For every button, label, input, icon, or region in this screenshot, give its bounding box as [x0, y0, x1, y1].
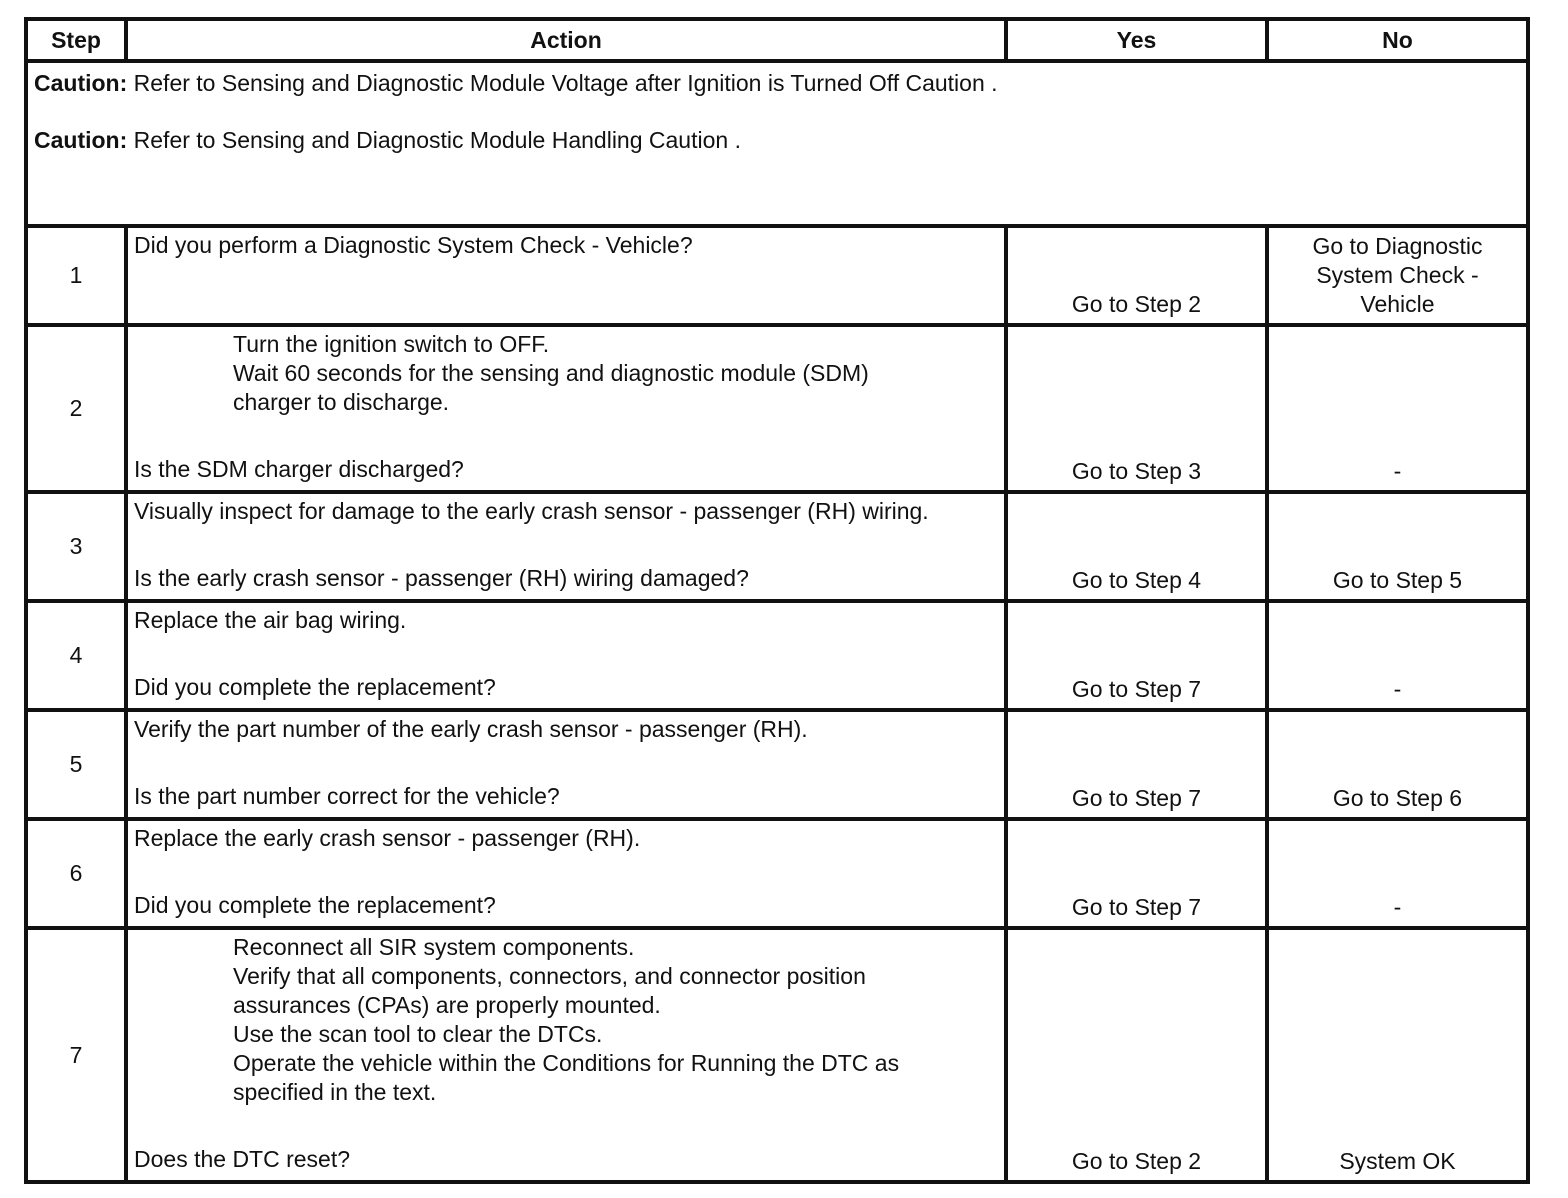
action-cell	[126, 819, 1006, 928]
step-number: 2	[26, 325, 126, 492]
no-cell: System OK	[1267, 928, 1528, 1182]
caution-1	[34, 69, 1520, 98]
caution-cell	[26, 61, 1528, 226]
instruction-line: specified in the text.	[233, 1079, 437, 1105]
action-cell	[126, 492, 1006, 601]
question-text: Did you complete the replacement?	[134, 892, 496, 918]
instruction-line: Replace the air bag wiring.	[134, 607, 407, 633]
no-cell: -	[1267, 819, 1528, 928]
instruction-line: Visually inspect for damage to the early crash sensor - passenger (RH) wiring.	[134, 498, 929, 524]
step-number: 5	[26, 710, 126, 819]
yes-cell: Go to Step 7	[1006, 819, 1267, 928]
instruction-list	[134, 330, 998, 417]
table-row	[26, 601, 1528, 710]
instruction-line: assurances (CPAs) are properly mounted.	[233, 992, 661, 1018]
step-number: 7	[26, 928, 126, 1182]
header-step: Step	[26, 19, 126, 61]
no-cell: -	[1267, 601, 1528, 710]
question-text: Did you perform a Diagnostic System Check - Vehicle?	[134, 232, 693, 258]
step-number: 6	[26, 819, 126, 928]
instruction-line: Operate the vehicle within the Conditions for Running the DTC as	[233, 1050, 900, 1076]
action-cell	[126, 226, 1006, 325]
no-line: Vehicle	[1360, 291, 1435, 317]
no-cell	[1267, 226, 1528, 325]
instruction-line: Wait 60 seconds for the sensing and diagnostic module (SDM)	[233, 360, 869, 386]
question-text: Is the SDM charger discharged?	[134, 456, 464, 482]
table-row	[26, 819, 1528, 928]
header-row	[26, 19, 1528, 61]
caution-text: Refer to Sensing and Diagnostic Module Voltage after Ignition is Turned Off Caution .	[127, 70, 998, 96]
no-cell: Go to Step 6	[1267, 710, 1528, 819]
step-number: 3	[26, 492, 126, 601]
yes-cell: Go to Step 2	[1006, 928, 1267, 1182]
yes-cell: Go to Step 3	[1006, 325, 1267, 492]
yes-cell: Go to Step 7	[1006, 710, 1267, 819]
header-action: Action	[126, 19, 1006, 61]
action-cell	[126, 601, 1006, 710]
question-text: Does the DTC reset?	[134, 1146, 351, 1172]
caution-label: Caution:	[34, 70, 128, 96]
table-row	[26, 226, 1528, 325]
instruction-line: Verify that all components, connectors, and connector position	[233, 963, 866, 989]
table-row	[26, 492, 1528, 601]
table-row	[26, 928, 1528, 1182]
instruction-line: Use the scan tool to clear the DTCs.	[233, 1021, 603, 1047]
no-line: Go to Diagnostic	[1312, 233, 1483, 259]
action-cell	[126, 710, 1006, 819]
no-cell: Go to Step 5	[1267, 492, 1528, 601]
instruction-line: Verify the part number of the early crash sensor - passenger (RH).	[134, 716, 808, 742]
action-cell	[126, 325, 1006, 492]
action-cell	[126, 928, 1006, 1182]
question-text: Is the part number correct for the vehicle?	[134, 783, 560, 809]
instruction-line: Replace the early crash sensor - passenger (RH).	[134, 825, 641, 851]
table-row	[26, 325, 1528, 492]
caution-2	[34, 126, 1520, 155]
yes-cell: Go to Step 4	[1006, 492, 1267, 601]
step-number: 4	[26, 601, 126, 710]
caution-row	[26, 61, 1528, 226]
instruction-line: charger to discharge.	[233, 389, 450, 415]
header-no: No	[1267, 19, 1528, 61]
question-text: Did you complete the replacement?	[134, 674, 496, 700]
diagnostic-table	[24, 17, 1530, 1184]
header-yes: Yes	[1006, 19, 1267, 61]
instruction-list	[134, 933, 998, 1107]
table-row	[26, 710, 1528, 819]
no-line: System Check -	[1316, 262, 1479, 288]
yes-cell: Go to Step 2	[1006, 226, 1267, 325]
caution-label: Caution:	[34, 127, 128, 153]
caution-text: Refer to Sensing and Diagnostic Module Handling Caution .	[127, 127, 741, 153]
instruction-line: Turn the ignition switch to OFF.	[233, 331, 550, 357]
step-number: 1	[26, 226, 126, 325]
no-cell: -	[1267, 325, 1528, 492]
instruction-line: Reconnect all SIR system components.	[233, 934, 635, 960]
question-text: Is the early crash sensor - passenger (RH) wiring damaged?	[134, 565, 749, 591]
yes-cell: Go to Step 7	[1006, 601, 1267, 710]
